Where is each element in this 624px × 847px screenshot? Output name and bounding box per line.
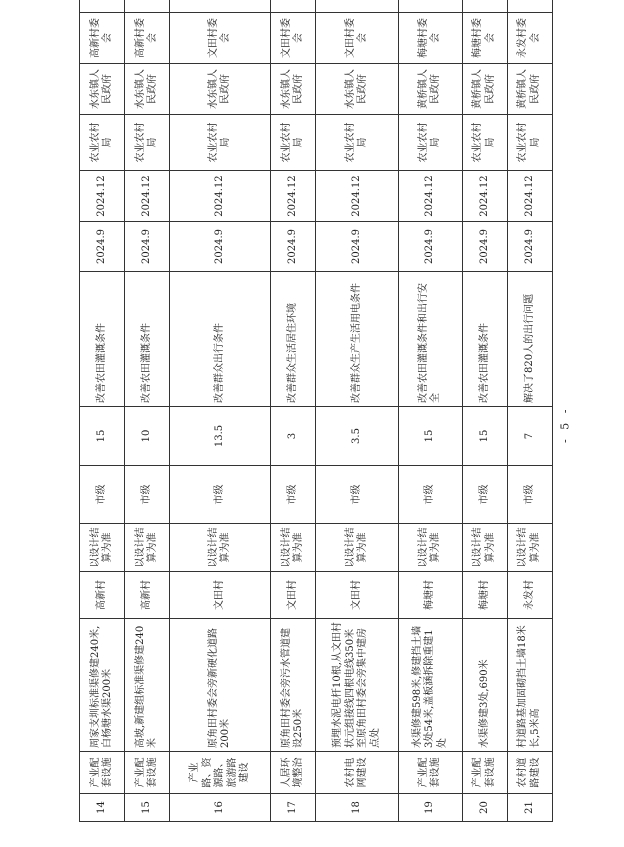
cell-content: 水渠修建598米,修建挡土墙3处54米,盖板涵拆除重建1处	[399, 619, 463, 752]
cell-no: 15	[125, 794, 170, 822]
cell-department: 农业农村局	[399, 115, 463, 171]
table-row	[125, 0, 170, 822]
cell-level: 市级	[507, 466, 552, 524]
cell-unit: 文田村委会	[170, 13, 271, 64]
cell-level: 市级	[80, 466, 125, 524]
cell-level: 市级	[125, 466, 170, 524]
cell-amount: 10	[125, 407, 170, 466]
cell-start: 2024.9	[125, 222, 170, 272]
cell-level: 市级	[462, 466, 507, 524]
cell-amount: 13.5	[170, 407, 271, 466]
project-table	[79, 0, 553, 822]
cell-category: 农村电网建设	[316, 752, 399, 794]
cell-remark	[170, 0, 271, 13]
cell-level: 市级	[170, 466, 271, 524]
page-number: - 5 -	[558, 406, 572, 444]
cell-funding-basis: 以设计结算为准	[170, 524, 271, 572]
cell-no: 17	[271, 794, 316, 822]
cell-funding-basis: 以设计结算为准	[80, 524, 125, 572]
cell-remark	[80, 0, 125, 13]
cell-content: 原角田村委会旁新硬化道路200米	[170, 619, 271, 752]
table-row	[80, 0, 125, 822]
cell-start: 2024.9	[399, 222, 463, 272]
cell-township: 水东镇人民政府	[271, 64, 316, 115]
cell-department: 农业农村局	[125, 115, 170, 171]
cell-amount: 7	[507, 407, 552, 466]
cell-unit: 梅塘村委会	[399, 13, 463, 64]
rotated-table-wrapper	[79, 16, 553, 822]
cell-no: 19	[399, 794, 463, 822]
cell-remark	[271, 0, 316, 13]
cell-benefit: 改善群众出行条件	[170, 272, 271, 407]
cell-no: 21	[507, 794, 552, 822]
cell-content: 周家支圳标准渠修建240米,白杨塘水渠200米	[80, 619, 125, 752]
cell-department: 农业农村局	[507, 115, 552, 171]
cell-unit: 高新村委会	[125, 13, 170, 64]
cell-start: 2024.9	[507, 222, 552, 272]
cell-content: 水渠修建3处,690米	[462, 619, 507, 752]
cell-finish: 2024.12	[316, 171, 399, 222]
cell-department: 农业农村局	[316, 115, 399, 171]
cell-level: 市级	[316, 466, 399, 524]
cell-remark	[462, 0, 507, 13]
cell-unit: 永发村委会	[507, 13, 552, 64]
cell-remark	[399, 0, 463, 13]
cell-category: 产业配套设施	[462, 752, 507, 794]
cell-unit: 高新村委会	[80, 13, 125, 64]
cell-remark	[316, 0, 399, 13]
cell-township: 黄桥镇人民政府	[507, 64, 552, 115]
cell-finish: 2024.12	[125, 171, 170, 222]
cell-department: 农业农村局	[80, 115, 125, 171]
cell-category: 产业配套设施	[80, 752, 125, 794]
cell-finish: 2024.12	[170, 171, 271, 222]
cell-finish: 2024.12	[462, 171, 507, 222]
cell-start: 2024.9	[80, 222, 125, 272]
cell-funding-basis: 以设计结算为准	[125, 524, 170, 572]
cell-category: 产业路、资源路、旅游路建设	[170, 752, 271, 794]
cell-no: 20	[462, 794, 507, 822]
cell-township: 水东镇人民政府	[316, 64, 399, 115]
cell-remark	[507, 0, 552, 13]
cell-content: 原角田村委会旁污水管道建设250米	[271, 619, 316, 752]
cell-funding-basis: 以设计结算为准	[271, 524, 316, 572]
cell-benefit: 改善群众生产生活用电条件	[316, 272, 399, 407]
cell-village: 永发村	[507, 572, 552, 619]
cell-start: 2024.9	[170, 222, 271, 272]
cell-no: 16	[170, 794, 271, 822]
cell-finish: 2024.12	[507, 171, 552, 222]
cell-village: 梅塘村	[462, 572, 507, 619]
cell-benefit: 解决了820人的出行问题	[507, 272, 552, 407]
cell-village: 文田村	[170, 572, 271, 619]
table-row	[170, 0, 271, 822]
table-row	[316, 0, 399, 822]
cell-benefit: 改善农田灌溉条件和出行安全	[399, 272, 463, 407]
cell-township: 水东镇人民政府	[170, 64, 271, 115]
cell-amount: 15	[462, 407, 507, 466]
table-row	[507, 0, 552, 822]
cell-township: 水东镇人民政府	[80, 64, 125, 115]
cell-content: 预埋水泥电杆10根,从文田村状元组接线四根电线350米至原角田村委会旁集中建房点处	[316, 619, 399, 752]
cell-content: 村道路基加固砌挡土墙18米长,5米高	[507, 619, 552, 752]
cell-no: 14	[80, 794, 125, 822]
table-row	[399, 0, 463, 822]
cell-village: 文田村	[316, 572, 399, 619]
cell-village: 文田村	[271, 572, 316, 619]
cell-start: 2024.9	[316, 222, 399, 272]
cell-category: 农村道路建设	[507, 752, 552, 794]
project-table-body	[80, 0, 553, 822]
cell-benefit: 改善群众生活居住环境	[271, 272, 316, 407]
cell-finish: 2024.12	[399, 171, 463, 222]
cell-funding-basis: 以设计结算为准	[399, 524, 463, 572]
cell-finish: 2024.12	[271, 171, 316, 222]
cell-category: 产业配套设施	[125, 752, 170, 794]
cell-level: 市级	[399, 466, 463, 524]
cell-start: 2024.9	[462, 222, 507, 272]
cell-unit: 梅塘村委会	[462, 13, 507, 64]
cell-township: 黄桥镇人民政府	[462, 64, 507, 115]
cell-unit: 文田村委会	[271, 13, 316, 64]
cell-village: 高新村	[80, 572, 125, 619]
cell-village: 高新村	[125, 572, 170, 619]
cell-funding-basis: 以设计结算为准	[507, 524, 552, 572]
cell-unit: 文田村委会	[316, 13, 399, 64]
cell-level: 市级	[271, 466, 316, 524]
cell-amount: 3	[271, 407, 316, 466]
cell-remark	[125, 0, 170, 13]
cell-category: 人居环境整治	[271, 752, 316, 794]
cell-no: 18	[316, 794, 399, 822]
cell-department: 农业农村局	[170, 115, 271, 171]
cell-content: 高坡,新建组标准渠修建240米	[125, 619, 170, 752]
cell-finish: 2024.12	[80, 171, 125, 222]
table-row	[271, 0, 316, 822]
cell-department: 农业农村局	[462, 115, 507, 171]
cell-benefit: 改善农田灌溉条件	[80, 272, 125, 407]
cell-amount: 15	[399, 407, 463, 466]
cell-amount: 3.5	[316, 407, 399, 466]
cell-township: 黄桥镇人民政府	[399, 64, 463, 115]
cell-village: 梅塘村	[399, 572, 463, 619]
table-row	[462, 0, 507, 822]
cell-amount: 15	[80, 407, 125, 466]
cell-benefit: 改善农田灌溉条件	[462, 272, 507, 407]
cell-benefit: 改善农田灌溉条件	[125, 272, 170, 407]
cell-department: 农业农村局	[271, 115, 316, 171]
cell-township: 水东镇人民政府	[125, 64, 170, 115]
cell-funding-basis: 以设计结算为准	[316, 524, 399, 572]
cell-funding-basis: 以设计结算为准	[462, 524, 507, 572]
cell-category: 产业配套设施	[399, 752, 463, 794]
cell-start: 2024.9	[271, 222, 316, 272]
